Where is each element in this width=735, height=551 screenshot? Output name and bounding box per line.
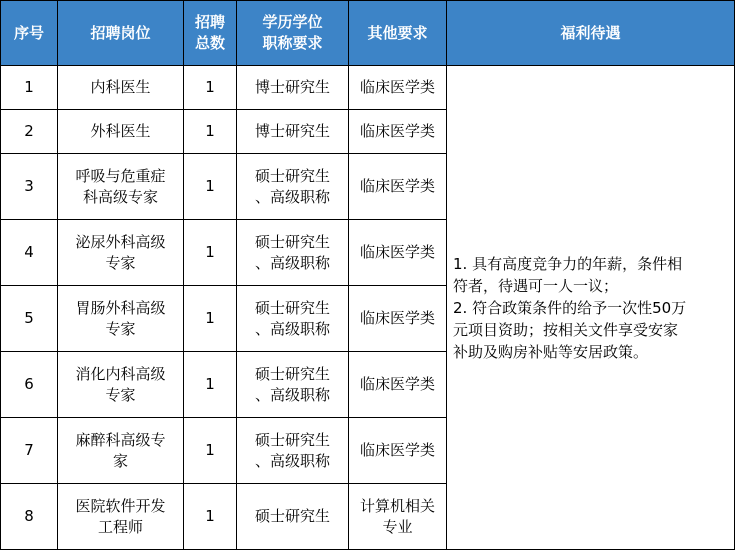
cell-other: 计算机相关 专业 <box>349 484 447 550</box>
header-other: 其他要求 <box>349 1 447 66</box>
cell-count: 1 <box>184 418 237 484</box>
cell-position: 医院软件开发 工程师 <box>58 484 184 550</box>
cell-position: 呼吸与危重症 科高级专家 <box>58 154 184 220</box>
header-position: 招聘岗位 <box>58 1 184 66</box>
cell-count: 1 <box>184 484 237 550</box>
benefits-line: 补助及购房补贴等安居政策。 <box>453 342 649 361</box>
cell-position: 泌尿外科高级 专家 <box>58 220 184 286</box>
cell-no: 8 <box>1 484 58 550</box>
cell-degree: 硕士研究生 、高级职称 <box>237 154 349 220</box>
cell-other: 临床医学类 <box>349 154 447 220</box>
header-benefits: 福利待遇 <box>447 1 735 66</box>
cell-count: 1 <box>184 66 237 110</box>
cell-no: 4 <box>1 220 58 286</box>
cell-no: 2 <box>1 110 58 154</box>
cell-position: 胃肠外科高级 专家 <box>58 286 184 352</box>
cell-other: 临床医学类 <box>349 352 447 418</box>
header-row <box>1 1 735 66</box>
header-degree: 学历学位 职称要求 <box>237 1 349 66</box>
cell-degree: 硕士研究生 <box>237 484 349 550</box>
cell-no: 7 <box>1 418 58 484</box>
cell-no: 1 <box>1 66 58 110</box>
table-row <box>1 66 735 110</box>
benefits-line: 1. 具有高度竞争力的年薪，条件相 <box>453 254 683 273</box>
header-count: 招聘 总数 <box>184 1 237 66</box>
cell-other: 临床医学类 <box>349 110 447 154</box>
cell-position: 消化内科高级 专家 <box>58 352 184 418</box>
cell-other: 临床医学类 <box>349 418 447 484</box>
cell-degree: 博士研究生 <box>237 110 349 154</box>
cell-degree: 硕士研究生 、高级职称 <box>237 220 349 286</box>
cell-no: 6 <box>1 352 58 418</box>
cell-count: 1 <box>184 110 237 154</box>
cell-position: 内科医生 <box>58 66 184 110</box>
benefits-line: 元项目资助；按相关文件享受安家 <box>453 320 679 339</box>
cell-position: 麻醉科高级专 家 <box>58 418 184 484</box>
cell-count: 1 <box>184 352 237 418</box>
cell-degree: 硕士研究生 、高级职称 <box>237 352 349 418</box>
cell-no: 5 <box>1 286 58 352</box>
cell-count: 1 <box>184 154 237 220</box>
cell-degree: 硕士研究生 、高级职称 <box>237 418 349 484</box>
header-no: 序号 <box>1 1 58 66</box>
cell-count: 1 <box>184 286 237 352</box>
cell-other: 临床医学类 <box>349 66 447 110</box>
benefits-line: 2. 符合政策条件的给予一次性50万 <box>453 298 687 317</box>
cell-position: 外科医生 <box>58 110 184 154</box>
cell-degree: 硕士研究生 、高级职称 <box>237 286 349 352</box>
cell-other: 临床医学类 <box>349 286 447 352</box>
cell-no: 3 <box>1 154 58 220</box>
cell-other: 临床医学类 <box>349 220 447 286</box>
cell-count: 1 <box>184 220 237 286</box>
benefits-cell <box>447 66 735 550</box>
benefits-line: 符者，待遇可一人一议； <box>453 276 619 295</box>
cell-degree: 博士研究生 <box>237 66 349 110</box>
